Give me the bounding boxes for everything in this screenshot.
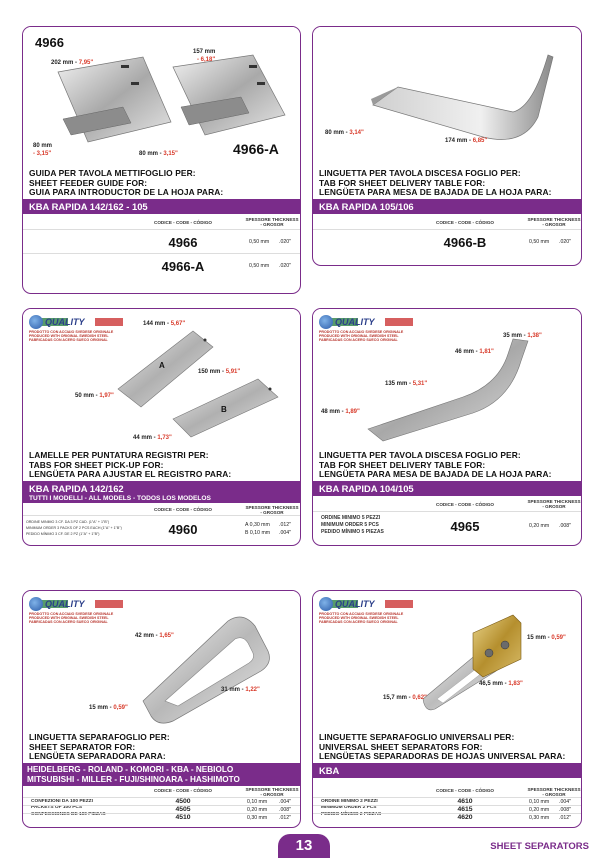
delivery-tab-illustration <box>313 27 581 165</box>
table-row <box>23 813 300 822</box>
universal-separator-illustration <box>313 591 581 729</box>
table-header-code: CODICE - CODE - CÓDIGO <box>154 220 212 225</box>
thickness-mm: 0,10 mm <box>529 799 550 805</box>
header-line-en: UNIVERSAL SHEET SEPARATORS FOR: <box>319 741 483 752</box>
thickness-mm: 0,20 mm <box>247 807 268 813</box>
product-image <box>23 309 300 447</box>
thickness-inch: .008" <box>559 523 571 529</box>
product-variant-label: 4966-A <box>233 141 279 157</box>
machine-bar: KBA RAPIDA 105/106 <box>313 199 581 214</box>
card-header <box>313 167 581 200</box>
logo-caption-line: PRODUCED WITH ORIGINAL SWEDISH STEEL <box>29 334 109 339</box>
table-row <box>313 511 581 540</box>
table-header-thickness: SPESSORE THICKNESS - GROSOR <box>527 217 581 227</box>
product-card-4500 <box>22 590 301 828</box>
dimension-label: 15 mm - 0,59" <box>527 635 566 641</box>
machine-bar: KBA RAPIDA 142/162 <box>23 481 300 494</box>
note-line: ORDINE MINIMO 5 PEZZI <box>321 515 381 521</box>
table-header-code: CODICE - CODE - CÓDIGO <box>154 507 212 512</box>
code-table <box>313 787 581 827</box>
thickness-inch: .004" <box>279 799 291 805</box>
logo-caption-line: PRODUCED WITH ORIGINAL SWEDISH STEEL <box>319 616 399 621</box>
product-image <box>23 591 300 729</box>
card-header <box>313 449 581 482</box>
card-header <box>23 449 300 482</box>
header-line-en: TABS FOR SHEET PICK-UP FOR: <box>29 459 164 470</box>
dimension-label: 50 mm - 1,97" <box>75 393 114 399</box>
code-cell: 4505 <box>175 806 191 813</box>
logo-caption-line: FABRICADAS CON ACERO SUECO ORIGINAL <box>319 620 398 625</box>
note-line: PEDIDO MÍNIMO 3 CF. DE 2 PZ (1"A" + 1"B") <box>26 532 100 536</box>
dimension-label: 46,5 mm - 1,83" <box>479 681 523 687</box>
page-number: 13 <box>278 834 330 858</box>
table-header-code: CODICE - CODE - CÓDIGO <box>436 788 494 793</box>
product-card-4965 <box>312 308 582 546</box>
code-table <box>23 787 300 827</box>
machine-subbar: TUTTI I MODELLI - ALL MODELS - TODOS LOS MODELOS <box>23 494 300 503</box>
dimension-label: 80 mm <box>33 143 53 149</box>
product-card-4610 <box>312 590 582 828</box>
header-line-it: LINGUETTA PER TAVOLA DISCESA FOGLIO PER: <box>319 168 521 178</box>
logo-caption-line: FABRICADAS CON ACERO SUECO ORIGINAL <box>29 338 108 343</box>
header-line-it: LAMELLE PER PUNTATURA REGISTRI PER: <box>29 450 209 460</box>
thickness-mm: 0,50 mm <box>529 239 550 245</box>
header-line-es: LENGÜETA PARA MESA DE BAJADA DE LA HOJA PARA: <box>319 187 552 198</box>
header-line-en: TAB FOR SHEET DELIVERY TABLE FOR: <box>319 177 486 188</box>
dimension-label: 31 mm - 1,22" <box>221 687 260 693</box>
table-header-thickness: SPESSORE THICKNESS - GROSOR <box>527 499 581 509</box>
logo-caption-line: PRODOTTO CON ACCIAIO SVEDESE ORIGINALE <box>319 612 404 616</box>
dimension-label: 80 mm - 3,14" <box>325 130 364 136</box>
logo-caption-line: PRODUCED WITH ORIGINAL SWEDISH STEEL <box>319 334 399 339</box>
table-row <box>23 229 300 254</box>
min-order-note <box>321 515 384 536</box>
note-line: ORDINE MINIMO 2 PEZZI <box>321 799 378 804</box>
thickness-inch: .004" <box>279 530 291 536</box>
dimension-label: 15 mm - 0,59" <box>89 705 128 711</box>
thickness-mm: A 0,30 mm <box>245 522 270 528</box>
table-row <box>23 515 300 544</box>
dimension-label: 150 mm - 5,91" <box>198 369 241 375</box>
code-table <box>23 215 300 293</box>
code-cell: 4966-B <box>443 235 487 250</box>
min-order-note <box>26 519 122 537</box>
product-image <box>23 27 300 165</box>
thickness-mm: 0,50 mm <box>249 239 270 245</box>
machine-line: MITSUBISHI - MILLER - FUJI/SHINOARA - HASHIMOTO <box>27 774 240 784</box>
code-cell: 4960 <box>168 522 198 537</box>
table-header-thickness: SPESSORE THICKNESS - GROSOR <box>527 787 581 797</box>
logo-text: QUALITY <box>45 599 85 609</box>
dimension-label: 157 mm <box>193 49 216 55</box>
thickness-inch: .020" <box>279 239 291 245</box>
thickness-mm: B 0,10 mm <box>245 530 271 536</box>
header-line-it: LINGUETTE SEPARAFOGLIO UNIVERSALI PER: <box>319 732 515 742</box>
logo-text: QUALITY <box>335 317 375 327</box>
logo-caption-line: PRODUCED WITH ORIGINAL SWEDISH STEEL <box>29 616 109 621</box>
code-table <box>23 504 300 545</box>
thickness-mm: 0,50 mm <box>249 263 270 269</box>
thickness-mm: 0,30 mm <box>529 815 550 821</box>
section-title: SHEET SEPARATORS <box>490 841 589 852</box>
table-header-thickness: SPESSORE THICKNESS - GROSOR <box>245 787 299 797</box>
header-line-en: SHEET SEPARATOR FOR: <box>29 741 136 752</box>
machine-bar: KBA RAPIDA 104/105 <box>313 481 581 496</box>
logo-caption-line: PRODOTTO CON ACCIAIO SVEDESE ORIGINALE <box>29 330 114 334</box>
card-header <box>23 167 300 200</box>
product-image <box>313 309 581 447</box>
dimension-label: 42 mm - 1,65" <box>135 633 174 639</box>
card-header <box>23 731 300 764</box>
header-line-it: GUIDA PER TAVOLA METTIFOGLIO PER: <box>29 168 196 178</box>
separator-illustration <box>23 591 300 729</box>
product-card-4966-b <box>312 26 582 266</box>
header-line-es: LENGÜETA SEPARADORA PARA: <box>29 751 166 762</box>
thickness-inch: .012" <box>279 815 291 821</box>
note-line: ORDINE MINIMO 3 CF. DA 3 PZ CAD. (1"A" + 1"B") <box>26 520 110 524</box>
table-header-code: CODICE - CODE - CÓDIGO <box>154 788 212 793</box>
thickness-inch: .008" <box>559 807 571 813</box>
note-line: PEDIDO MÍNIMO 2 PIEZAS <box>321 811 382 817</box>
logo-caption-line: PRODOTTO CON ACCIAIO SVEDESE ORIGINALE <box>29 612 114 616</box>
header-line-es: GUIA PARA INTRODUCTOR DE LA HOJA PARA: <box>29 187 224 198</box>
part-a-label: A <box>159 361 165 370</box>
machine-bar <box>23 763 300 786</box>
header-line-en: TAB FOR SHEET DELIVERY TABLE FOR: <box>319 459 486 470</box>
table-header-thickness: SPESSORE THICKNESS - GROSOR <box>245 217 299 227</box>
dimension-label: 48 mm - 1,89" <box>321 409 360 415</box>
card-header <box>313 731 581 764</box>
code-cell: 4510 <box>175 814 191 821</box>
table-header-thickness: SPESSORE THICKNESS - GROSOR <box>245 505 299 515</box>
logo-text: QUALITY <box>45 317 85 327</box>
header-line-it: LINGUETTA SEPARAFOGLIO PER: <box>29 732 170 742</box>
note-line: CONFECCIONES DE 100 PIEZAS <box>31 811 106 817</box>
dimension-label: 135 mm - 5,31" <box>385 381 428 387</box>
thickness-mm: 0,10 mm <box>247 799 268 805</box>
code-cell: 4615 <box>457 806 473 813</box>
header-line-es: LENGÜETA PARA AJUSTAR EL REGISTRO PARA: <box>29 469 232 480</box>
logo-caption-line: FABRICADAS CON ACERO SUECO ORIGINAL <box>29 620 108 625</box>
table-row <box>313 229 581 254</box>
dimension-label: 144 mm - 5,67" <box>143 321 186 327</box>
logo-caption-line: PRODOTTO CON ACCIAIO SVEDESE ORIGINALE <box>319 330 404 334</box>
table-row <box>313 813 581 822</box>
dimension-label: 80 mm - 3,15" <box>139 151 178 157</box>
logo-text: QUALITY <box>335 599 375 609</box>
thickness-inch: .012" <box>559 815 571 821</box>
table-header-code: CODICE - CODE - CÓDIGO <box>436 502 494 507</box>
header-line-es: LENGÜETAS SEPARADORAS DE HOJAS UNIVERSAL PARA: <box>319 751 566 762</box>
code-table <box>313 215 581 265</box>
product-card-4960 <box>22 308 301 546</box>
table-row <box>23 253 300 278</box>
machine-bar: KBA <box>313 763 581 778</box>
note-line: MINIMUM ORDER 3 PACKS OF 2 PCS EACH (1"A" + 1"B") <box>26 526 122 530</box>
dimension-label-inch: - 3,15" <box>33 151 52 157</box>
thickness-inch: .012" <box>279 522 291 528</box>
product-image <box>313 591 581 729</box>
dimension-label: 44 mm - 1,73" <box>133 435 172 441</box>
code-table <box>313 497 581 545</box>
note-line: MINIMUM ORDER 5 PCS <box>321 522 379 528</box>
header-line-en: SHEET FEEDER GUIDE FOR: <box>29 177 148 188</box>
thickness-inch: .020" <box>279 263 291 269</box>
dimension-label: 35 mm - 1,38" <box>503 333 542 339</box>
part-b-label: B <box>221 405 227 414</box>
machine-line: HEIDELBERG - ROLAND - KOMORI - KBA - NEBIOLO <box>27 765 234 774</box>
machine-bar: KBA RAPIDA 142/162 - 105 <box>23 199 300 214</box>
dimension-label-inch: - 6,18" <box>197 57 216 63</box>
note-line: MINIMUM ORDER 2 PCS <box>321 805 377 811</box>
product-card-4966 <box>22 26 301 294</box>
product-image <box>313 27 581 165</box>
thickness-inch: .020" <box>559 239 571 245</box>
code-cell: 4966-A <box>161 259 205 274</box>
dimension-label: 202 mm - 7,95" <box>51 60 94 66</box>
thickness-mm: 0,30 mm <box>247 815 268 821</box>
note-line: PEDIDO MÍNIMO 5 PIEZAS <box>321 529 384 535</box>
thickness-mm: 0,20 mm <box>529 523 550 529</box>
product-code-label: 4966 <box>35 35 64 50</box>
code-cell: 4500 <box>175 798 191 805</box>
bent-tab-illustration <box>313 309 581 447</box>
code-cell: 4965 <box>450 519 480 534</box>
thickness-inch: .008" <box>279 807 291 813</box>
note-line: CONFEZIONI DA 100 PEZZI <box>31 799 93 804</box>
header-line-es: LENGÜETA PARA MESA DE BAJADA DE LA HOJA PARA: <box>319 469 552 480</box>
thickness-mm: 0,20 mm <box>529 807 550 813</box>
code-cell: 4620 <box>457 814 473 821</box>
code-cell: 4966 <box>168 235 198 250</box>
code-cell: 4610 <box>457 798 473 805</box>
dimension-label: 174 mm - 6,85" <box>445 138 488 144</box>
thickness-inch: .004" <box>559 799 571 805</box>
tabs-illustration <box>23 309 300 447</box>
dimension-label: 15,7 mm - 0,62" <box>383 695 427 701</box>
note-line: PACKETS OF 100 PCS <box>31 805 83 811</box>
header-line-it: LINGUETTA PER TAVOLA DISCESA FOGLIO PER: <box>319 450 521 460</box>
logo-caption-line: FABRICADAS CON ACERO SUECO ORIGINAL <box>319 338 398 343</box>
table-header-code: CODICE - CODE - CÓDIGO <box>436 220 494 225</box>
dimension-label: 46 mm - 1,81" <box>455 349 494 355</box>
